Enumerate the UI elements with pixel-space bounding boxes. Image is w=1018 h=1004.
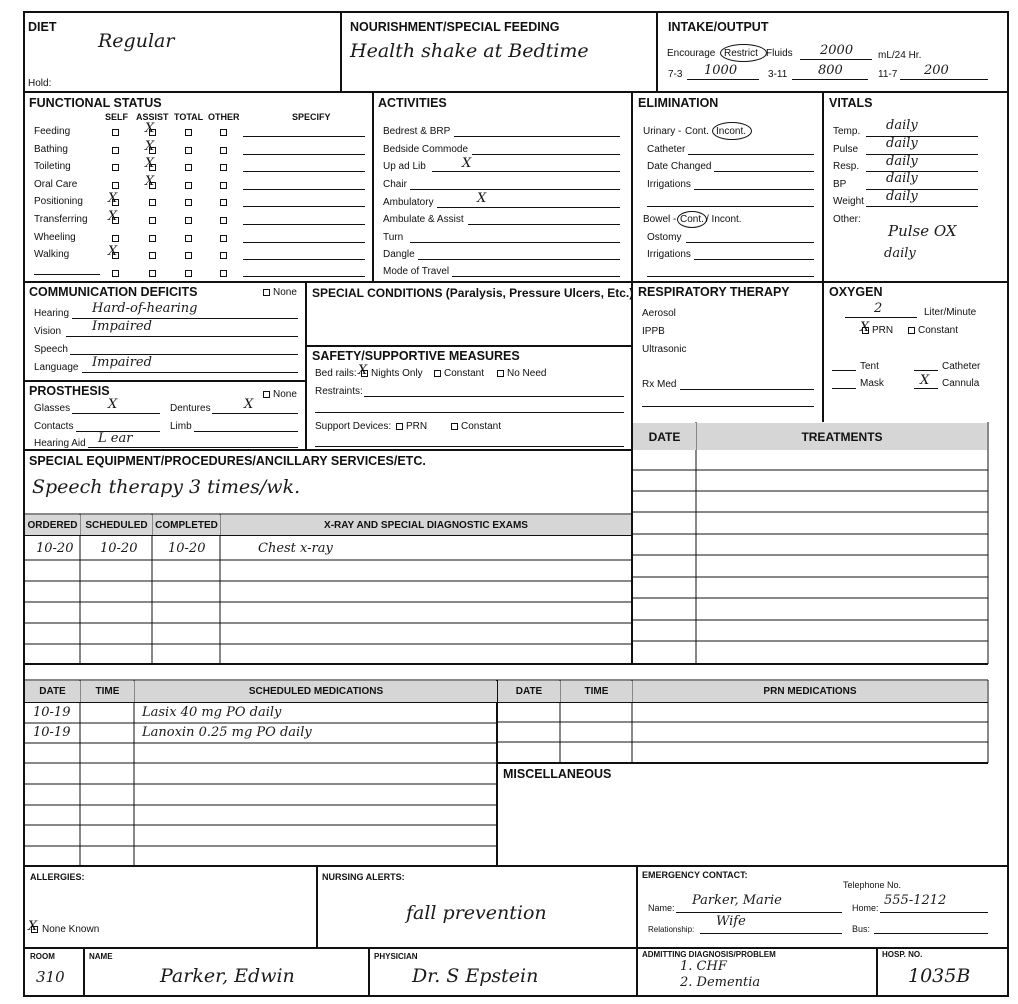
fluids-amount[interactable]: 2000 bbox=[820, 43, 854, 58]
med-row2-name[interactable]: Lanoxin 0.25 mg PO daily bbox=[142, 725, 312, 740]
row-wheeling: Wheeling bbox=[34, 232, 76, 243]
med-header-rule bbox=[24, 702, 497, 703]
nourishment-value[interactable]: Health shake at Bedtime bbox=[350, 40, 589, 62]
ec-name-value[interactable]: Parker, Marie bbox=[692, 893, 782, 908]
fs-checkbox-total[interactable] bbox=[185, 270, 192, 277]
language-label: Language bbox=[34, 362, 79, 373]
up-ad-lib-mark: X bbox=[462, 156, 472, 171]
fs-checkbox-assist[interactable] bbox=[149, 252, 156, 259]
row-feeding: Feeding bbox=[34, 126, 71, 137]
fs-checkbox-self[interactable] bbox=[112, 182, 119, 189]
oralcare-assist-mark: X bbox=[145, 174, 155, 189]
shift3-label: 11-7 bbox=[878, 69, 898, 80]
med-scheduled-header: SCHEDULED MEDICATIONS bbox=[135, 681, 497, 702]
act-ambulate-assist: Ambulate & Assist bbox=[383, 214, 464, 225]
col-assist: ASSIST bbox=[136, 112, 169, 122]
oxygen-cannula: Cannula bbox=[942, 378, 980, 389]
none-known-label: None Known bbox=[42, 924, 100, 935]
urinary-cont: Cont. bbox=[685, 126, 709, 137]
room-value[interactable]: 310 bbox=[36, 968, 65, 986]
exam-ordered[interactable]: 10-20 bbox=[36, 541, 74, 556]
act-dangle: Dangle bbox=[383, 249, 415, 260]
resp-aerosol: Aerosol bbox=[642, 308, 676, 319]
fs-checkbox-total[interactable] bbox=[185, 164, 192, 171]
hosp-value[interactable]: 1035B bbox=[908, 965, 971, 987]
support-constant-checkbox[interactable] bbox=[451, 423, 458, 430]
fs-checkbox-total[interactable] bbox=[185, 235, 192, 242]
hearing-value[interactable]: Hard-of-hearing bbox=[92, 301, 198, 316]
vital-bp: BP bbox=[833, 179, 847, 190]
none-known-mark: X bbox=[28, 919, 38, 934]
exam-scheduled[interactable]: 10-20 bbox=[100, 541, 138, 556]
fs-checkbox-other[interactable] bbox=[220, 235, 227, 242]
hosp-label: HOSP. NO. bbox=[882, 950, 923, 959]
ambulatory-mark: X bbox=[477, 191, 487, 206]
fs-checkbox-total[interactable] bbox=[185, 199, 192, 206]
exam-xray-header: X-RAY AND SPECIAL DIAGNOSTIC EXAMS bbox=[221, 515, 631, 535]
cannula-mark: X bbox=[920, 373, 930, 388]
prn-header: PRN MEDICATIONS bbox=[633, 681, 987, 702]
fs-checkbox-self[interactable] bbox=[112, 235, 119, 242]
fs-checkbox-total[interactable] bbox=[185, 252, 192, 259]
med-time-header: TIME bbox=[81, 681, 134, 702]
oxygen-constant-checkbox[interactable] bbox=[908, 327, 915, 334]
date-changed-label: Date Changed bbox=[647, 161, 712, 172]
irrigations-label: Irrigations bbox=[647, 179, 691, 190]
fs-checkbox-other[interactable] bbox=[220, 182, 227, 189]
elimination-title: ELIMINATION bbox=[638, 96, 719, 110]
nights-only-label: Nights Only bbox=[371, 368, 423, 379]
fs-checkbox-total[interactable] bbox=[185, 217, 192, 224]
nights-only-mark: X bbox=[358, 363, 368, 378]
fs-checkbox-assist[interactable] bbox=[149, 199, 156, 206]
act-bedside-commode: Bedside Commode bbox=[383, 144, 469, 155]
oxygen-rate[interactable]: 2 bbox=[874, 301, 883, 316]
constant-label: Constant bbox=[444, 368, 485, 379]
resp-ultrasonic: Ultrasonic bbox=[642, 344, 687, 355]
vision-value[interactable]: Impaired bbox=[92, 319, 152, 334]
bed-rails-label: Bed rails: bbox=[315, 368, 357, 379]
fs-checkbox-self[interactable] bbox=[112, 129, 119, 136]
speech-label: Speech bbox=[34, 344, 68, 355]
misc-title: MISCELLANEOUS bbox=[503, 767, 612, 781]
prn-time-header: TIME bbox=[561, 681, 632, 702]
act-bedrest: Bedrest & BRP bbox=[383, 126, 451, 137]
communication-none-label: None bbox=[273, 287, 297, 298]
oxygen-prn-mark: X bbox=[860, 320, 870, 335]
support-constant-label: Constant bbox=[461, 421, 502, 432]
exam-completed[interactable]: 10-20 bbox=[168, 541, 206, 556]
fs-checkbox-other[interactable] bbox=[220, 217, 227, 224]
ec-bus-label: Bus: bbox=[852, 924, 871, 934]
prn-date-header: DATE bbox=[498, 681, 560, 702]
bathing-assist-mark: X bbox=[145, 139, 155, 154]
walking-self-mark: X bbox=[108, 244, 118, 259]
vital-other-value2[interactable]: daily bbox=[884, 246, 916, 261]
vital-resp: Resp. bbox=[833, 161, 860, 172]
fs-checkbox-total[interactable] bbox=[185, 182, 192, 189]
fluids-label: Fluids bbox=[766, 48, 793, 59]
vital-other: Other: bbox=[833, 214, 861, 225]
glasses-mark: X bbox=[108, 397, 118, 412]
vital-other-value1[interactable]: Pulse OX bbox=[888, 222, 957, 240]
vital-weight-value[interactable]: daily bbox=[886, 189, 918, 204]
fs-checkbox-self[interactable] bbox=[112, 147, 119, 154]
limb-label: Limb bbox=[170, 421, 192, 432]
physician-value[interactable]: Dr. S Epstein bbox=[412, 965, 539, 987]
encourage-label: Encourage bbox=[667, 48, 716, 59]
diagnosis-label: ADMITTING DIAGNOSIS/PROBLEM bbox=[642, 950, 776, 959]
ec-relationship-label: Relationship: bbox=[648, 925, 695, 934]
glasses-label: Glasses bbox=[34, 403, 71, 414]
act-chair: Chair bbox=[383, 179, 407, 190]
shift1-value[interactable]: 1000 bbox=[704, 63, 738, 78]
fluids-unit: mL/24 Hr. bbox=[878, 50, 922, 61]
prosthesis-none-label: None bbox=[273, 389, 297, 400]
language-value[interactable]: Impaired bbox=[92, 355, 152, 370]
fs-checkbox-other[interactable] bbox=[220, 270, 227, 277]
vital-weight: Weight bbox=[833, 196, 864, 207]
fs-checkbox-other[interactable] bbox=[220, 147, 227, 154]
oxygen-constant-label: Constant bbox=[918, 325, 959, 336]
special-conditions-title: SPECIAL CONDITIONS (Paralysis, Pressure Ulcers, Etc.) bbox=[312, 286, 634, 300]
resp-rx-med: Rx Med bbox=[642, 379, 677, 390]
fs-checkbox-self[interactable] bbox=[112, 270, 119, 277]
oxygen-prn-label: PRN bbox=[872, 325, 894, 336]
treatments-title: TREATMENTS bbox=[697, 423, 987, 450]
dentures-mark: X bbox=[244, 397, 254, 412]
intake-title: INTAKE/OUTPUT bbox=[668, 20, 769, 34]
safety-title: SAFETY/SUPPORTIVE MEASURES bbox=[312, 349, 520, 363]
room-label: ROOM bbox=[30, 952, 55, 961]
no-need-checkbox[interactable] bbox=[497, 370, 504, 377]
urinary-label: Urinary - bbox=[643, 126, 682, 137]
nursing-alerts-value[interactable]: fall prevention bbox=[406, 902, 547, 924]
oxygen-tent: Tent bbox=[860, 361, 879, 372]
treatments-date-header: DATE bbox=[633, 423, 696, 450]
communication-none-checkbox[interactable] bbox=[263, 289, 270, 296]
vital-bp-value[interactable]: daily bbox=[886, 171, 918, 186]
med-row2-date[interactable]: 10-19 bbox=[33, 725, 71, 740]
exam-ordered-header: ORDERED bbox=[25, 515, 80, 535]
exam-completed-header: COMPLETED bbox=[153, 515, 220, 535]
vital-temp-value[interactable]: daily bbox=[886, 118, 918, 133]
urinary-incont: Incont. bbox=[716, 126, 747, 137]
allergies-title: ALLERGIES: bbox=[30, 872, 85, 882]
feeding-assist-mark: X bbox=[145, 121, 155, 136]
act-turn: Turn bbox=[383, 232, 404, 243]
constant-checkbox[interactable] bbox=[434, 370, 441, 377]
bowel-label: Bowel - bbox=[643, 214, 677, 225]
ostomy-label: Ostomy bbox=[647, 232, 682, 243]
transferring-self-mark: X bbox=[108, 209, 118, 224]
diet-value[interactable]: Regular bbox=[98, 30, 175, 52]
hearing-label: Hearing bbox=[34, 308, 70, 319]
ec-home-value[interactable]: 555-1212 bbox=[884, 893, 947, 908]
col-other: OTHER bbox=[208, 112, 240, 122]
med-row1-date[interactable]: 10-19 bbox=[33, 705, 71, 720]
hearing-aid-label: Hearing Aid bbox=[34, 438, 86, 449]
telephone-label: Telephone No. bbox=[843, 880, 902, 890]
col-specify: SPECIFY bbox=[292, 112, 331, 122]
hold-label: Hold: bbox=[28, 78, 52, 89]
fs-checkbox-assist[interactable] bbox=[149, 270, 156, 277]
vision-label: Vision bbox=[34, 326, 62, 337]
shift2-label: 3-11 bbox=[768, 69, 788, 80]
dentures-label: Dentures bbox=[170, 403, 211, 414]
row-toileting: Toileting bbox=[34, 161, 71, 172]
fs-checkbox-assist[interactable] bbox=[149, 235, 156, 242]
act-ambulatory: Ambulatory bbox=[383, 197, 434, 208]
shift3-value[interactable]: 200 bbox=[924, 63, 949, 78]
prosthesis-title: PROSTHESIS bbox=[29, 384, 110, 398]
fs-checkbox-self[interactable] bbox=[112, 164, 119, 171]
row-transferring: Transferring bbox=[34, 214, 88, 225]
fs-checkbox-assist[interactable] bbox=[149, 217, 156, 224]
med-row1-name[interactable]: Lasix 40 mg PO daily bbox=[142, 705, 282, 720]
support-prn-checkbox[interactable] bbox=[396, 423, 403, 430]
nursing-alerts-title: NURSING ALERTS: bbox=[322, 872, 405, 882]
emergency-title: EMERGENCY CONTACT: bbox=[642, 870, 748, 880]
communication-title: COMMUNICATION DEFICITS bbox=[29, 285, 198, 299]
resp-ippb: IPPB bbox=[642, 326, 665, 337]
positioning-self-mark: X bbox=[108, 191, 118, 206]
prn-header-rule bbox=[497, 702, 988, 703]
oxygen-catheter: Catheter bbox=[942, 361, 981, 372]
row-walking: Walking bbox=[34, 249, 70, 260]
hearing-aid-value[interactable]: L ear bbox=[98, 431, 133, 446]
physician-label: PHYSICIAN bbox=[374, 952, 418, 961]
shift1-label: 7-3 bbox=[668, 69, 683, 80]
fs-checkbox-other[interactable] bbox=[220, 164, 227, 171]
patient-name[interactable]: Parker, Edwin bbox=[160, 965, 295, 987]
name-label: NAME bbox=[89, 952, 113, 961]
oxygen-unit: Liter/Minute bbox=[924, 307, 977, 318]
support-prn-label: PRN bbox=[406, 421, 428, 432]
diagnosis-1[interactable]: 1. CHF bbox=[680, 959, 727, 974]
row-positioning: Positioning bbox=[34, 196, 83, 207]
act-mode-of-travel: Mode of Travel bbox=[383, 266, 450, 277]
oxygen-mask: Mask bbox=[860, 378, 884, 389]
oxygen-title: OXYGEN bbox=[829, 285, 883, 299]
bowel-incont: / Incont. bbox=[706, 214, 742, 225]
fs-checkbox-other[interactable] bbox=[220, 199, 227, 206]
vital-pulse-value[interactable]: daily bbox=[886, 136, 918, 151]
functional-title: FUNCTIONAL STATUS bbox=[29, 96, 162, 110]
bowel-cont: Cont. bbox=[680, 214, 704, 225]
diagnosis-2[interactable]: 2. Dementia bbox=[680, 975, 761, 990]
exam-name[interactable]: Chest x-ray bbox=[258, 541, 333, 556]
vital-resp-value[interactable]: daily bbox=[886, 154, 918, 169]
ec-relationship-value[interactable]: Wife bbox=[716, 914, 746, 929]
special-equipment-title: SPECIAL EQUIPMENT/PROCEDURES/ANCILLARY SERVICES/ETC. bbox=[29, 454, 426, 468]
contacts-label: Contacts bbox=[34, 421, 74, 432]
diet-title: DIET bbox=[28, 20, 57, 34]
toileting-assist-mark: X bbox=[145, 156, 155, 171]
restrict-label: Restrict bbox=[724, 48, 758, 59]
shift2-value[interactable]: 800 bbox=[818, 63, 843, 78]
ec-home-label: Home: bbox=[852, 903, 879, 913]
nourishment-title: NOURISHMENT/SPECIAL FEEDING bbox=[350, 20, 560, 34]
support-devices-label: Support Devices: bbox=[315, 421, 392, 432]
exam-scheduled-header: SCHEDULED bbox=[81, 515, 152, 535]
fs-checkbox-total[interactable] bbox=[185, 129, 192, 136]
vital-pulse: Pulse bbox=[833, 144, 859, 155]
med-date-header: DATE bbox=[25, 681, 80, 702]
vital-temp: Temp. bbox=[833, 126, 861, 137]
fs-checkbox-other[interactable] bbox=[220, 252, 227, 259]
ec-name-label: Name: bbox=[648, 903, 675, 913]
catheter-label: Catheter bbox=[647, 144, 686, 155]
respiratory-title: RESPIRATORY THERAPY bbox=[638, 285, 790, 299]
act-up-ad-lib: Up ad Lib bbox=[383, 161, 426, 172]
col-total: TOTAL bbox=[174, 112, 204, 122]
prosthesis-none-checkbox[interactable] bbox=[263, 391, 270, 398]
col-self: SELF bbox=[105, 112, 129, 122]
row-bathing: Bathing bbox=[34, 144, 68, 155]
exam-header-rule bbox=[24, 535, 632, 536]
no-need-label: No Need bbox=[507, 368, 547, 379]
activities-title: ACTIVITIES bbox=[378, 96, 447, 110]
fs-checkbox-total[interactable] bbox=[185, 147, 192, 154]
vitals-title: VITALS bbox=[829, 96, 873, 110]
fs-checkbox-other[interactable] bbox=[220, 129, 227, 136]
irrigations2-label: Irrigations bbox=[647, 249, 691, 260]
restraints-label: Restraints: bbox=[315, 386, 363, 397]
row-oral-care: Oral Care bbox=[34, 179, 78, 190]
special-equipment-value[interactable]: Speech therapy 3 times/wk. bbox=[32, 476, 301, 498]
